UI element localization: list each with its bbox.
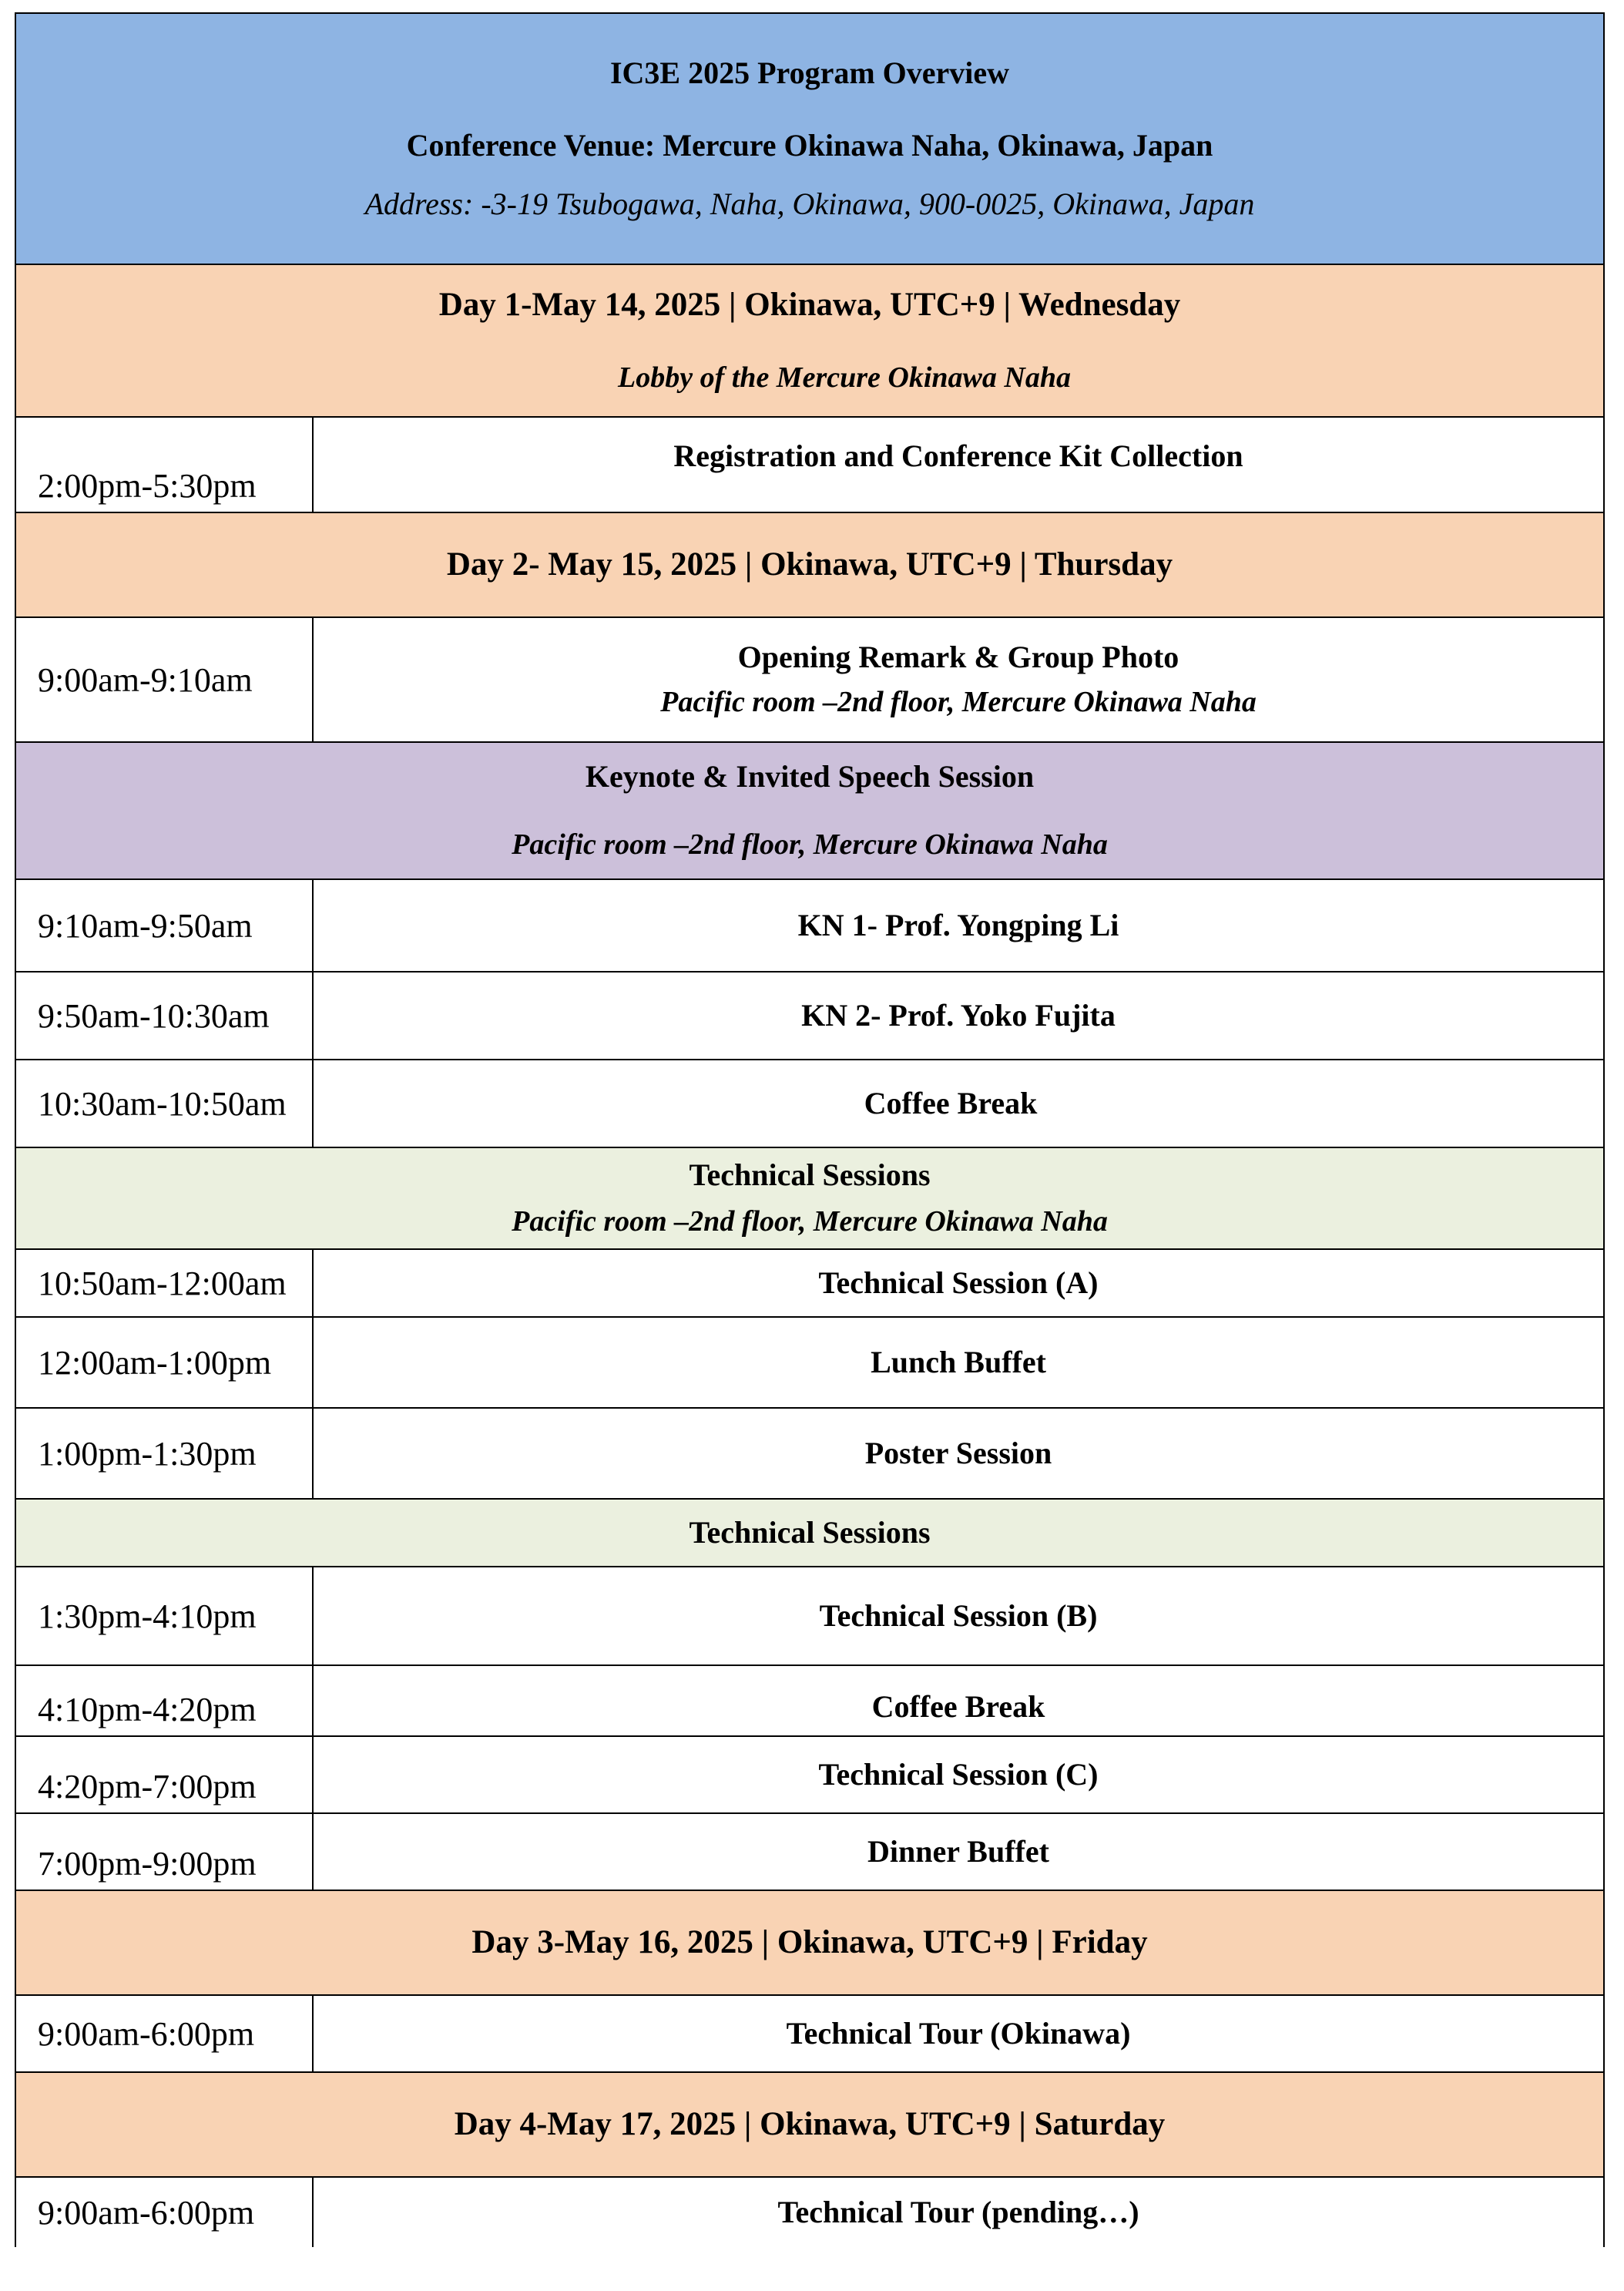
row-event [314,1814,1603,1890]
technical-sessions-header-2 [16,1500,1603,1567]
event-title: Opening Remark & Group Photo [737,640,1179,675]
row-event [314,618,1603,741]
row-time: 7:00pm-9:00pm [16,1814,314,1890]
schedule-row [16,418,1603,513]
schedule-row [16,618,1603,743]
event-title: Registration and Conference Kit Collection [673,438,1243,473]
row-event [314,2178,1603,2247]
schedule-row [16,1666,1603,1737]
event-title: Poster Session [864,1436,1052,1470]
schedule-row [16,1996,1603,2073]
row-time: 2:00pm-5:30pm [16,418,314,512]
schedule-row [16,972,1603,1060]
event-title: KN 1- Prof. Yongping Li [797,908,1119,942]
schedule-row [16,880,1603,972]
row-time: 9:50am-10:30am [16,972,314,1059]
schedule-row [16,1318,1603,1409]
technical-sessions-location: Pacific room –2nd floor, Mercure Okinawa Naha [512,1205,1108,1238]
keynote-session-title: Keynote & Invited Speech Session [585,759,1035,794]
event-title: Technical Session (B) [819,1598,1098,1633]
row-event [314,1250,1603,1316]
day3-header [16,1891,1603,1996]
event-title: Technical Tour (Okinawa) [786,2016,1131,2051]
event-title: KN 2- Prof. Yoko Fujita [801,998,1116,1033]
schedule-row [16,1814,1603,1891]
day4-header [16,2073,1603,2178]
technical-sessions-header [16,1148,1603,1250]
schedule-row [16,2178,1603,2247]
row-event [314,1318,1603,1407]
event-title: Technical Session (C) [818,1757,1099,1792]
row-time: 10:30am-10:50am [16,1060,314,1147]
day1-location: Lobby of the Mercure Okinawa Naha [618,361,1071,394]
keynote-session-location: Pacific room –2nd floor, Mercure Okinawa Naha [512,828,1108,862]
row-time: 12:00am-1:00pm [16,1318,314,1407]
day3-title: Day 3-May 16, 2025 | Okinawa, UTC+9 | Friday [471,1924,1148,1961]
event-location: Pacific room –2nd floor, Mercure Okinawa Naha [660,686,1257,719]
schedule-row [16,1060,1603,1148]
event-title: Coffee Break [864,1086,1038,1120]
row-time: 9:00am-9:10am [16,618,314,741]
schedule-row [16,1567,1603,1666]
program-title: IC3E 2025 Program Overview [609,55,1010,90]
day2-title: Day 2- May 15, 2025 | Okinawa, UTC+9 | Thursday [446,546,1173,583]
day1-title: Day 1-May 14, 2025 | Okinawa, UTC+9 | Wednesday [438,287,1181,324]
event-title: Technical Tour (pending…) [777,2195,1139,2229]
day1-header [16,265,1603,418]
event-title: Lunch Buffet [871,1345,1046,1379]
event-title: Dinner Buffet [867,1834,1049,1869]
row-event [314,1409,1603,1498]
row-event [314,1567,1603,1665]
schedule-row [16,1737,1603,1814]
keynote-session-header [16,743,1603,880]
row-event [314,972,1603,1059]
event-title: Technical Session (A) [818,1265,1099,1300]
row-time: 10:50am-12:00am [16,1250,314,1316]
row-event [314,1666,1603,1735]
row-time: 9:00am-6:00pm [16,2178,314,2247]
row-time: 9:00am-6:00pm [16,1996,314,2071]
event-title: Coffee Break [871,1689,1045,1724]
row-event [314,1996,1603,2071]
row-time: 4:20pm-7:00pm [16,1737,314,1812]
day4-title: Day 4-May 17, 2025 | Okinawa, UTC+9 | Saturday [454,2106,1166,2143]
program-table [15,12,1605,2247]
address-line: Address: -3-19 Tsubogawa, Naha, Okinawa, 900-0025, Okinawa, Japan [364,186,1255,221]
row-time: 1:30pm-4:10pm [16,1567,314,1665]
row-time: 4:10pm-4:20pm [16,1666,314,1735]
row-event [314,1060,1603,1147]
program-header [16,14,1603,265]
technical-sessions-title: Technical Sessions [689,1157,931,1193]
schedule-row [16,1250,1603,1318]
row-event [314,418,1603,512]
row-event [314,880,1603,971]
technical-sessions-title-2: Technical Sessions [689,1515,931,1550]
schedule-row [16,1409,1603,1500]
day2-header [16,513,1603,618]
venue-line: Conference Venue: Mercure Okinawa Naha, Okinawa, Japan [406,128,1213,163]
row-event [314,1737,1603,1812]
row-time: 1:00pm-1:30pm [16,1409,314,1498]
row-time: 9:10am-9:50am [16,880,314,971]
